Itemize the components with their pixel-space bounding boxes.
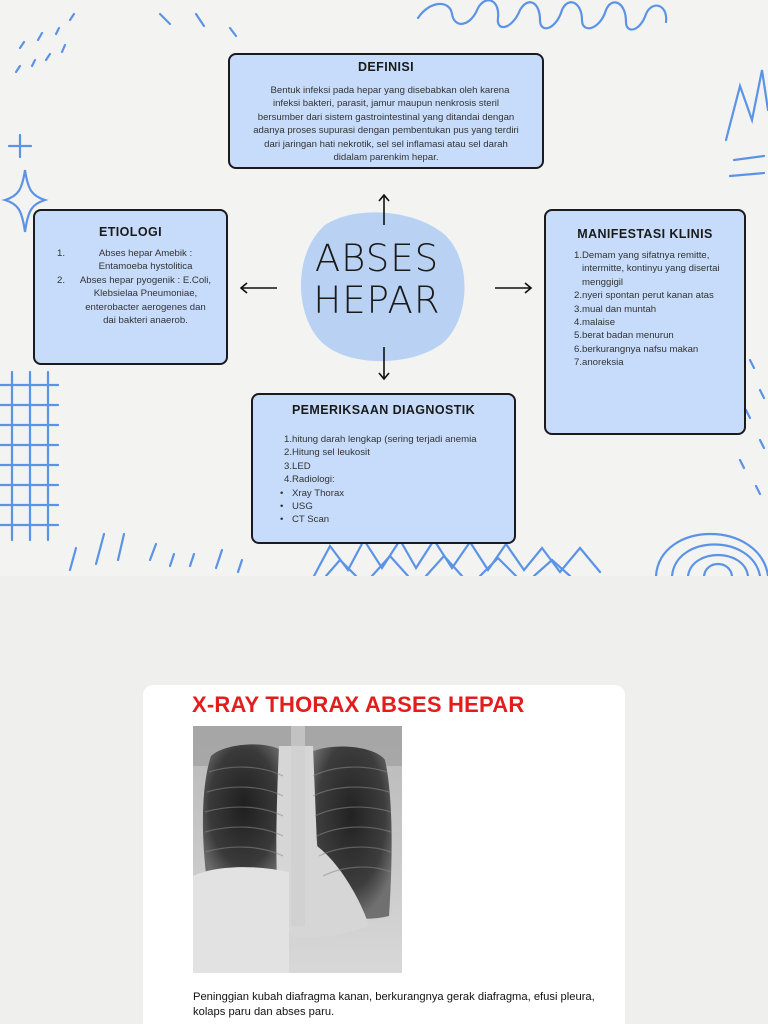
list-item-text: Demam yang sifatnya remitte, intermitte, kontinyu yang disertai menggigil: [582, 250, 720, 288]
list-number: 6.: [574, 343, 583, 355]
list-item: [57, 247, 212, 274]
list-item-text: Radiologi:: [292, 474, 335, 486]
list-item-text: Abses hepar Amebik : Entamoeba hystolitica: [98, 248, 193, 273]
definisi-box: [228, 53, 544, 169]
list-item: [284, 473, 504, 486]
xray-slide-title: X-RAY THORAX ABSES HEPAR: [192, 692, 525, 717]
list-item: [57, 274, 212, 328]
etiologi-title: ETIOLOGI: [99, 225, 162, 239]
list-item: [574, 356, 734, 369]
arrow-left-icon: [238, 280, 278, 296]
bullet-item: • USG: [280, 500, 514, 513]
list-number: 4.: [284, 474, 293, 486]
list-item: [574, 343, 734, 356]
center-title: [285, 238, 469, 322]
list-number: 2.: [574, 290, 583, 302]
definisi-text: Bentuk infeksi pada hepar yang disebabkan oleh karena infeksi bakteri, parasit, jamur maupun nenkrosis steril bersumber dari sistem gastrointestinal yang ditandai dengan adanya proses supurasi dengan pembentukan pus yang terdiri dari jaringan hati nekrotik, sel sel inflamasi atau sel darah didalam parenkim hepar.: [253, 85, 519, 164]
etiologi-box: [33, 209, 228, 365]
radiologi-bullet-list: [280, 487, 514, 527]
manifestasi-list: [574, 249, 734, 370]
list-number: 5.: [574, 330, 583, 342]
list-item-text: anoreksia: [582, 357, 624, 369]
etiologi-list: [57, 247, 212, 327]
list-number: 2.: [284, 447, 293, 459]
list-item-text: LED: [292, 460, 311, 472]
manifestasi-title: MANIFESTASI KLINIS: [577, 227, 713, 241]
center-title-line2: HEPAR: [313, 279, 441, 322]
pemeriksaan-title: PEMERIKSAAN DIAGNOSTIK: [291, 403, 476, 417]
list-number: 4.: [574, 317, 583, 329]
manifestasi-box: [544, 209, 746, 435]
center-title-line1: ABSES: [314, 237, 440, 280]
list-item-text: Hitung sel leukosit: [292, 447, 370, 459]
list-number: 1.: [284, 434, 293, 445]
pemeriksaan-list: [284, 433, 504, 487]
chest-xray-image: [193, 726, 402, 973]
bullet-item: • CT Scan: [280, 513, 514, 526]
list-item: [284, 433, 504, 446]
list-item-text: mual dan muntah: [582, 303, 657, 315]
list-item: [574, 249, 734, 289]
list-item-text: berat badan menurun: [582, 330, 674, 342]
list-item-text: berkurangnya nafsu makan: [582, 343, 699, 355]
list-item: [284, 460, 504, 473]
list-item-text: Abses hepar pyogenik : E.Coli, Klebsielaa Pneumoniae, enterobacter aerogenes dan dai bakteri anaerob.: [79, 274, 212, 327]
bullet-item: • Xray Thorax: [280, 487, 514, 500]
list-item: [574, 329, 734, 342]
arrow-up-icon: [376, 192, 392, 226]
list-item: [574, 316, 734, 329]
arrow-down-icon: [376, 346, 392, 382]
list-number: 2.: [57, 274, 66, 286]
list-number: 3.: [574, 303, 583, 315]
list-number: 3.: [284, 460, 293, 472]
pemeriksaan-box: [251, 393, 516, 544]
list-item-text: hitung darah lengkap (sering terjadi anemia: [292, 434, 477, 445]
list-number: 7.: [574, 357, 583, 369]
list-item: [284, 446, 504, 459]
arrow-right-icon: [494, 280, 534, 296]
list-item-text: malaise: [582, 317, 616, 329]
list-number: 1.: [57, 248, 66, 259]
xray-caption: Peninggian kubah diafragma kanan, berkurangnya gerak diafragma, efusi pleura, kolaps paru dan abses paru.: [193, 991, 595, 1018]
list-item-text: nyeri spontan perut kanan atas: [582, 290, 714, 302]
list-number: 1.: [574, 250, 583, 261]
list-item: [574, 289, 734, 302]
definisi-title: DEFINISI: [358, 60, 414, 74]
list-item: [574, 303, 734, 316]
